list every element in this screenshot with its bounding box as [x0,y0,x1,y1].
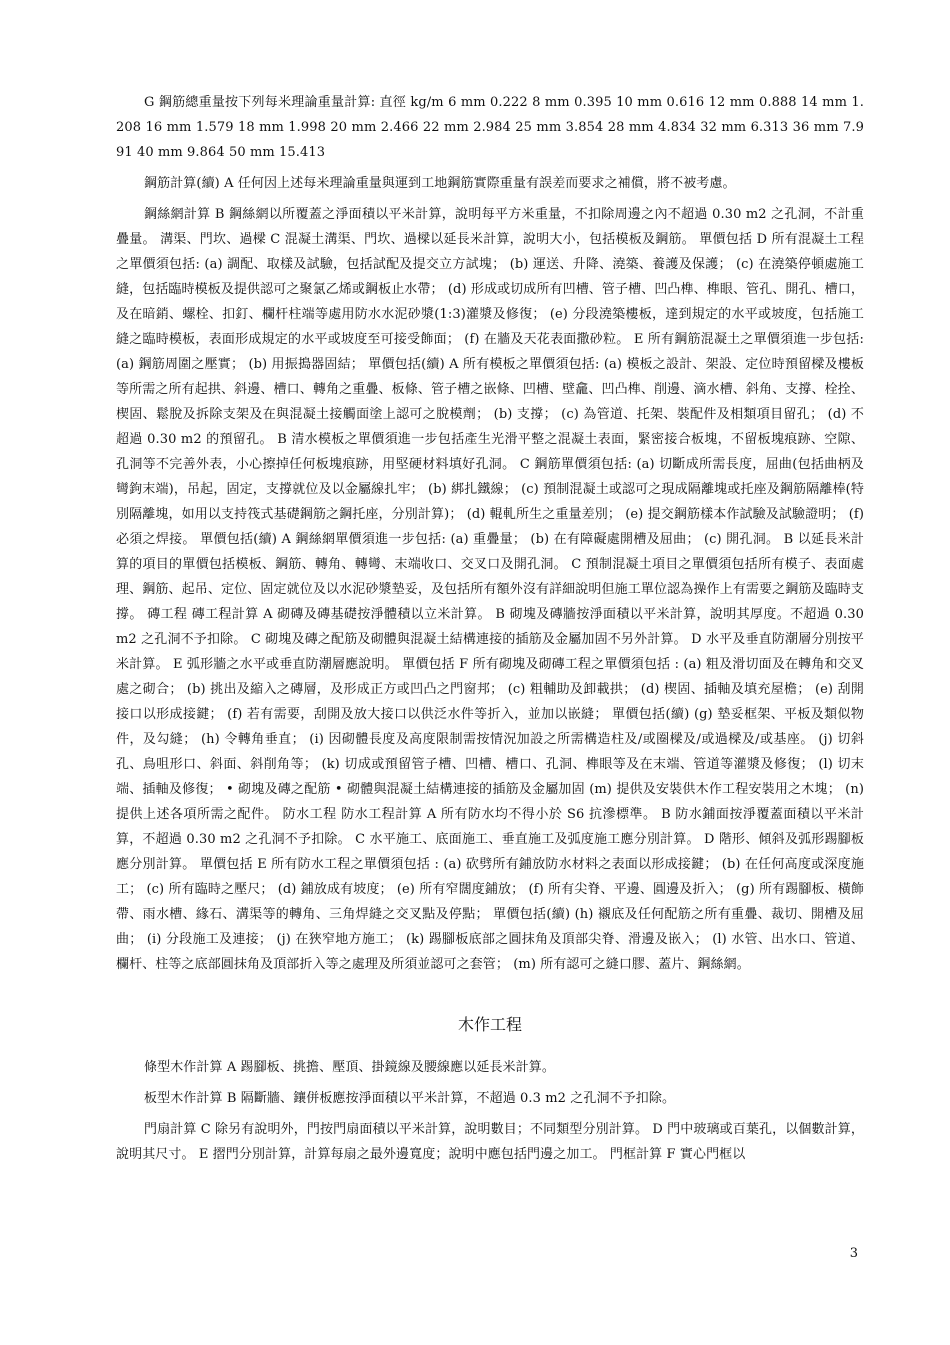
section-title-carpentry: 木作工程 [457,1015,522,1034]
paragraph-rebar-weights: G 鋼筋總重量按下列每米理論重量計算: 直徑 kg/m 6 mm 0.222 8 mm 0.395 10 mm 0.616 12 mm 0.888 14 mm 1.208 16 mm 1.579 18 mm 1.998 20 mm 2.466 22 mm 2.984 25 mm 3.854 28 mm 4.834 32 mm 6.313 36 mm 7.991 40 mm 9.864 50 mm 15.413 [116,95,864,160]
paragraph-rebar-calculation-cont: 鋼筋計算(續) A 任何因上述每米理論重量與運到工地鋼筋實際重量有誤差而要求之補償，將不被考慮。 [144,176,736,191]
page-number: 3 [849,1246,858,1261]
paragraph-panel-carpentry: 板型木作計算 B 隔斷牆、鑲併板應按淨面積以平米計算，不超過 0.3 m2 之孔洞不予扣除。 [144,1091,676,1106]
paragraph-door-leaf-calculation: 門扇計算 C 除另有說明外，門按門扇面積以平米計算，說明數目；不同類型分別計算。 D 門中玻璃或百葉孔，以個數計算，說明其尺寸。 E 摺門分別計算，計算每扇之最外邊寬度；說明中應包括門邊之加工。 門框計算 F 實心門框以 [116,1122,864,1162]
paragraph-linear-carpentry: 條型木作計算 A 踢腳板、挑擔、壓頂、掛鏡線及腰線應以延長米計算。 [144,1060,555,1075]
paragraph-concrete-masonry-waterproofing: 鋼絲網計算 B 鋼絲網以所覆蓋之淨面積以平米計算，說明每平方米重量，不扣除周邊之內不超過 0.30 m2 之孔洞，不計重疊量。 溝渠、門坎、過樑 C 混凝土溝渠、門坎、過樑以延長米計算，說明大小，包括模板及鋼筋。 單價包括 D 所有混凝土工程之單價須包括: (a) 調配、取樣及試驗，包括試配及提交立方試塊； (b) 運送、升降、澆築、養護及保護； (c) 在澆築停頓處施工縫，包括臨時模板及提供認可之聚氯乙烯或鋼板止水帶； (d) 形成或切成所有凹槽、管子槽、凹凸榫、榫眼、管孔、開孔、槽口，及在暗銷、螺栓、扣釘、欄杆柱端等處用防水水泥砂漿(1:3)灌漿及修復； (e) 分段澆築樓板，達到規定的水平或坡度，包括施工縫之臨時模板，表面形成規定的水平或坡度至可接受飾面； (f) 在牆及天花表面撒砂粒。 E 所有鋼筋混凝土之單價須進一步包括: (a) 鋼筋周圍之壓實； (b) 用振搗器固結； 單價包括(續) A 所有模板之單價須包括: (a) 模板之設計、架設、定位時預留樑及樓板等所需之所有起拱、斜邊、槽口、轉角之重疊、板條、管子槽之嵌條、凹槽、壁龕、凹凸榫、削邊、滴水槽、斜角、支撐、栓拴、楔固、鬆脫及拆除支架及在與混凝土接觸面塗上認可之脫模劑； (b) 支撐； (c) 為管道、托架、裝配件及相類項目留孔； (d) 不超過 0.30 m2 的預留孔。 B 清水模板之單價須進一步包括產生光滑平整之混凝土表面，緊密接合板塊，不留板塊痕跡、空隙、孔洞等不完善外表，小心擦掉任何板塊痕跡，用堅硬材料填好孔洞。 C 鋼筋單價須包括: (a) 切斷成所需長度，屈曲(包括曲柄及彎鉤末端)，吊起，固定，支撐就位及以金屬線扎牢； (b) 綁扎鐵線； (c) 預制混凝土或認可之現成隔離塊或托座及鋼筋隔離棒(特別隔離塊，如用以支持筏式基礎鋼筋之鋼托座，分別計算)； (d) 輥軋所生之重量差別； (e) 提交鋼筋樣本作試驗及試驗證明； (f) 必須之焊接。 單價包括(續) A 鋼絲網單價須進一步包括: (a) 重疊量； (b) 在有障礙處開槽及屈曲； (c) 開孔洞。 B 以延長米計算的項目的單價包括模板、鋼筋、轉角、轉彎、末端收口、交叉口及開孔洞。 C 預制混凝土項目之單價須包括所有模子、表面處理、鋼筋、起吊、定位、固定就位及以水泥砂漿墊妥，及包括所有額外沒有詳細說明但施工單位認為操作上有需要之鋼筋及臨時支撐。 磚工程 磚工程計算 A 砌磚及磚基礎按淨體積以立米計算。 B 砌塊及磚牆按淨面積以平米計算，說明其厚度。不超過 0.30 m2 之孔洞不予扣除。 C 砌塊及磚之配筋及砌體與混凝土結構連接的插筋及金屬加固不另外計算。 D 水平及垂直防潮層分別按平米計算。 E 弧形牆之水平或垂直防潮層應說明。 單價包括 F 所有砌塊及砌磚工程之單價須包括 : (a) 粗及滑切面及在轉角和交叉處之砌合； (b) 挑出及縮入之磚層，及形成正方或凹凸之門窗邦； (c) 粗輔助及卸載拱； (d) 楔固、插軸及填充屋檐； (e) 刮開接口以形成接鍵； (f) 若有需要，刮開及放大接口以供泛水件等折入，並加以嵌縫； 單價包括(續) (g) 墊妥框架、平板及類似物件，及勾縫； (h) 令轉角垂直； (i) 因砌體長度及高度限制需按情況加設之所需構造柱及/或圈樑及/或過樑及/或基座。 (j) 切斜孔、鳥咀形口、斜面、斜削角等； (k) 切成或預留管子槽、凹槽、槽口、孔洞、榫眼等及在末端、管道等灌漿及修復； (l) 切末端、插軸及修復； • 砌塊及磚之配筋 • 砌體與混凝土結構連接的插筋及金屬加固 (m) 提供及安裝供木作工程安裝用之木塊； (n) 提供上述各項所需之配件。 防水工程 防水工程計算 A 所有防水均不得小於 S6 抗滲標準。 B 防水鋪面按淨覆蓋面積以平米計算，不超過 0.30 m2 之孔洞不予扣除。 C 水平施工、底面施工、垂直施工及弧度施工應分別計算。 D 階形、傾斜及弧形踢腳板應分別計算。 單價包括 E 所有防水工程之單價須包括 : (a) 砍劈所有鋪放防水材料之表面以形成接鍵； (b) 在任何高度或深度施工； (c) 所有臨時之壓尺； (d) 鋪放成有坡度； (e) 所有窄闊度鋪放； (f) 所有尖脊、平邊、圓邊及折入； (g) 所有踢腳板、橫飾帶、雨水槽、緣石、溝渠等的轉角、三角焊縫之交叉點及停點； 單價包括(續) (h) 襯底及任何配筋之所有重疊、裁切、開槽及屈曲； (i) 分段施工及連接； (j) 在狹窄地方施工； (k) 踢腳板底部之圓抹角及頂部尖脊、滑邊及嵌入； (l) 水管、出水口、管道、欄杆、柱等之底部圓抹角及頂部折入等之處理及所須並認可之套管； (m) 所有認可之縫口膠、蓋片、鋼絲網。 [116,207,864,972]
document-body [116,90,864,1173]
